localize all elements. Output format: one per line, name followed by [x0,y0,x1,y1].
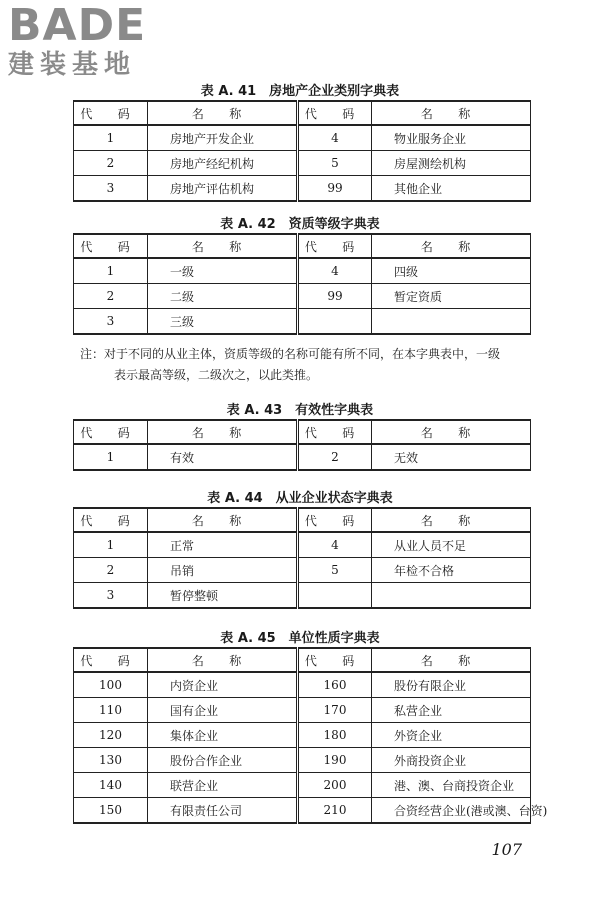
table-caption: 表 A. 41 房地产企业类别字典表 [200,84,400,99]
code-cell: 100 [74,672,148,698]
table-row [74,309,531,335]
code-cell: 2 [74,151,148,176]
name-cell: 二级 [148,284,298,309]
name-cell: 吊销 [148,558,298,583]
name-cell: 联营企业 [148,773,298,798]
table-header-row [74,648,531,672]
note-line-1: 注：对于不同的从业主体，资质等级的名称可能有所不同，在本字典表中，一级 [80,347,501,361]
table-row [74,672,531,698]
name-cell: 内资企业 [148,672,298,698]
header-name: 名 称 [148,101,298,125]
name-cell: 四级 [372,258,531,284]
header-code: 代 码 [298,101,372,125]
logo-subtitle: 建装基地 [8,50,137,80]
header-name: 名 称 [148,648,298,672]
code-cell: 5 [298,558,372,583]
header-name: 名 称 [372,420,531,444]
code-cell: 2 [74,284,148,309]
table-row [74,532,531,558]
code-cell: 99 [298,284,372,309]
table-caption: 表 A. 45 单位性质字典表 [220,631,380,646]
table-caption: 表 A. 43 有效性字典表 [226,403,374,418]
table-header-row [74,101,531,125]
table-note [80,344,540,386]
name-cell: 一级 [148,258,298,284]
table-row [74,258,531,284]
name-cell: 有效 [148,444,298,470]
table-caption: 表 A. 44 从业企业状态字典表 [207,491,393,506]
code-cell: 2 [298,444,372,470]
dictionary-table [73,507,531,609]
code-cell: 4 [298,125,372,151]
table-row [74,748,531,773]
name-cell [372,309,531,335]
name-cell: 外商投资企业 [372,748,531,773]
dictionary-table [73,419,531,471]
table-caption: 表 A. 42 资质等级字典表 [220,217,380,232]
header-name: 名 称 [372,234,531,258]
name-cell: 外资企业 [372,723,531,748]
header-code: 代 码 [74,508,148,532]
table-header-row [74,420,531,444]
table-row [74,723,531,748]
code-cell: 150 [74,798,148,824]
name-cell: 房地产评估机构 [148,176,298,202]
logo [8,0,178,80]
code-cell: 200 [298,773,372,798]
dictionary-table [73,233,531,335]
header-code: 代 码 [298,648,372,672]
code-cell: 120 [74,723,148,748]
name-cell: 集体企业 [148,723,298,748]
code-cell: 1 [74,532,148,558]
code-cell: 3 [74,583,148,609]
name-cell: 年检不合格 [372,558,531,583]
header-name: 名 称 [148,508,298,532]
code-cell: 180 [298,723,372,748]
header-code: 代 码 [298,420,372,444]
name-cell: 其他企业 [372,176,531,202]
code-cell: 1 [74,258,148,284]
name-cell: 国有企业 [148,698,298,723]
code-cell [298,309,372,335]
name-cell: 正常 [148,532,298,558]
header-code: 代 码 [298,234,372,258]
table-row [74,798,531,824]
code-cell: 210 [298,798,372,824]
code-cell: 1 [74,125,148,151]
table-row [74,583,531,609]
logo-wordmark: BADE [8,0,147,51]
header-name: 名 称 [148,420,298,444]
name-cell: 房地产开发企业 [148,125,298,151]
table-row [74,176,531,202]
table-row [74,773,531,798]
code-cell: 140 [74,773,148,798]
table-row [74,444,531,470]
code-cell: 4 [298,532,372,558]
code-cell: 3 [74,309,148,335]
code-cell: 3 [74,176,148,202]
name-cell: 暂停整顿 [148,583,298,609]
code-cell: 170 [298,698,372,723]
code-cell: 2 [74,558,148,583]
table-row [74,558,531,583]
name-cell: 房地产经纪机构 [148,151,298,176]
code-cell [298,583,372,609]
header-name: 名 称 [148,234,298,258]
code-cell: 1 [74,444,148,470]
table-row [74,284,531,309]
table-header-row [74,234,531,258]
name-cell: 三级 [148,309,298,335]
code-cell: 160 [298,672,372,698]
table-row [74,151,531,176]
name-cell: 从业人员不足 [372,532,531,558]
header-name: 名 称 [372,101,531,125]
header-code: 代 码 [74,648,148,672]
code-cell: 190 [298,748,372,773]
table-row [74,125,531,151]
dictionary-table [73,100,531,202]
name-cell: 股份有限企业 [372,672,531,698]
name-cell: 合资经营企业(港或澳、台资) [372,798,531,824]
name-cell: 私营企业 [372,698,531,723]
name-cell: 房屋测绘机构 [372,151,531,176]
page-number: 107 [491,840,522,859]
dictionary-table [73,647,548,824]
name-cell: 股份合作企业 [148,748,298,773]
header-code: 代 码 [74,101,148,125]
header-code: 代 码 [74,234,148,258]
header-code: 代 码 [74,420,148,444]
name-cell: 暂定资质 [372,284,531,309]
name-cell: 无效 [372,444,531,470]
header-name: 名 称 [372,508,531,532]
code-cell: 130 [74,748,148,773]
header-code: 代 码 [298,508,372,532]
code-cell: 4 [298,258,372,284]
table-header-row [74,508,531,532]
code-cell: 5 [298,151,372,176]
name-cell: 港、澳、台商投资企业 [372,773,531,798]
code-cell: 99 [298,176,372,202]
name-cell [372,583,531,609]
name-cell: 有限责任公司 [148,798,298,824]
code-cell: 110 [74,698,148,723]
name-cell: 物业服务企业 [372,125,531,151]
table-row [74,698,531,723]
note-line-2: 表示最高等级，二级次之，以此类推。 [114,368,319,382]
header-name: 名 称 [372,648,531,672]
